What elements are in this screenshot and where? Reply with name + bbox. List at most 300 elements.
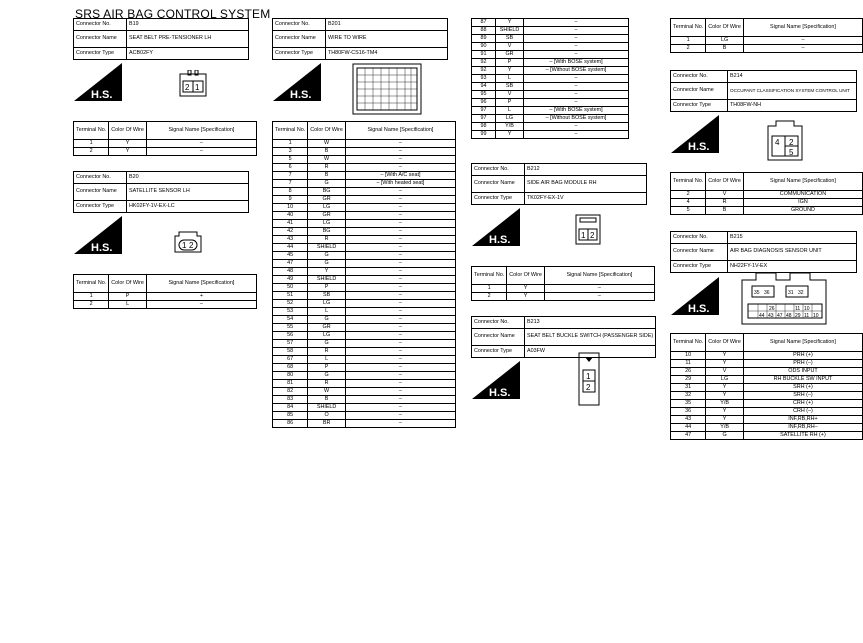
connector-b213 xyxy=(471,316,656,358)
wire-color: G xyxy=(308,252,346,260)
terminal-no: 87 xyxy=(472,19,496,27)
wire-color: Y xyxy=(706,360,744,368)
terminal-no: 84 xyxy=(273,404,308,412)
signal-name: – xyxy=(345,404,455,412)
pin-label: 5 xyxy=(789,148,794,157)
label-connector-name: Connector Name xyxy=(273,31,326,48)
signal-name: – xyxy=(345,204,455,212)
terminal-no: 10 xyxy=(273,204,308,212)
wire-color: LG xyxy=(308,220,346,228)
label-connector-no: Connector No. xyxy=(472,164,525,176)
connector-face-b215 xyxy=(740,270,828,331)
wire-color: Y xyxy=(706,416,744,424)
wire-color: B xyxy=(308,172,346,180)
hs-label: H.S. xyxy=(489,387,511,399)
signal-name: – xyxy=(345,332,455,340)
pin-label: 26 xyxy=(769,306,775,312)
table-row xyxy=(671,400,863,408)
connector-name: SEAT BELT PRE-TENSIONER LH xyxy=(127,31,249,48)
table-row xyxy=(472,115,629,123)
wire-color: GR xyxy=(308,212,346,220)
connector-type: ACB02FY xyxy=(127,48,249,60)
wire-color: SHIELD xyxy=(308,244,346,252)
signal-name: – xyxy=(345,308,455,316)
hs-triangle-icon xyxy=(73,215,123,255)
signal-name: RH BUCKLE SW INPUT xyxy=(743,376,862,384)
wire-color: LG xyxy=(706,376,744,384)
terminal-no: 5 xyxy=(273,156,308,164)
terminal-no: 55 xyxy=(273,324,308,332)
signal-name: – xyxy=(345,396,455,404)
wire-color: Y/B xyxy=(706,400,744,408)
table-row xyxy=(273,228,456,236)
connector-no: B20 xyxy=(127,172,249,184)
label-connector-name: Connector Name xyxy=(74,31,127,48)
signal-name: – xyxy=(345,348,455,356)
signal-name: – xyxy=(345,228,455,236)
connector-type: NH22FY-1V-EX xyxy=(728,261,857,273)
connector-name: SEAT BELT BUCKLE SWITCH (PASSENGER SIDE) xyxy=(525,329,656,346)
wire-color: Y xyxy=(706,384,744,392)
connector-name: SIDE AIR BAG MODULE RH xyxy=(525,176,647,193)
header-signal-name: Signal Name [Specification] xyxy=(544,267,654,285)
terminal-no: 98 xyxy=(472,123,496,131)
table-row xyxy=(273,260,456,268)
table-row xyxy=(671,424,863,432)
wire-color: R xyxy=(308,348,346,356)
signal-name: – xyxy=(524,19,629,27)
signal-name: – xyxy=(524,51,629,59)
table-row xyxy=(273,372,456,380)
signal-name: – xyxy=(345,340,455,348)
hs-triangle-icon xyxy=(73,62,123,102)
wire-color: Y xyxy=(496,131,524,139)
terminal-no: 43 xyxy=(671,416,706,424)
signal-name: – [Without BOSE system] xyxy=(524,115,629,123)
connector-b214 xyxy=(670,70,857,112)
wire-color: R xyxy=(308,380,346,388)
pin-label: 10 xyxy=(804,306,810,312)
terminal-no: 40 xyxy=(273,212,308,220)
table-row: 4 R IGN xyxy=(671,199,863,207)
pin-label: 48 xyxy=(786,313,792,319)
signal-name: – xyxy=(345,156,455,164)
header-terminal-no: Terminal No. xyxy=(671,19,706,37)
header-terminal-no: Terminal No. xyxy=(74,122,109,140)
signal-name: PRH (–) xyxy=(743,360,862,368)
table-row xyxy=(472,35,629,43)
table-row xyxy=(273,348,456,356)
table-row xyxy=(671,384,863,392)
table-row xyxy=(273,268,456,276)
label-connector-type: Connector Type xyxy=(671,261,728,273)
signal-name: – xyxy=(345,252,455,260)
table-row xyxy=(273,276,456,284)
terminal-no: 48 xyxy=(273,268,308,276)
table-row xyxy=(472,99,629,107)
connector-no: B215 xyxy=(728,232,857,244)
pin-label: 2 xyxy=(189,241,194,250)
label-connector-type: Connector Type xyxy=(273,48,326,60)
connector-type: A03FW xyxy=(525,346,656,358)
wire-color: BG xyxy=(308,228,346,236)
hs-triangle-icon xyxy=(670,276,720,316)
pin-label: 47 xyxy=(777,313,783,319)
table-row xyxy=(273,340,456,348)
wire-color: LG xyxy=(308,300,346,308)
signal-name: – xyxy=(524,83,629,91)
header-terminal-no: Terminal No. xyxy=(671,334,706,352)
table-row xyxy=(273,164,456,172)
table-row xyxy=(472,131,629,139)
terminal-no: 94 xyxy=(472,83,496,91)
wire-color: G xyxy=(706,432,744,440)
header-color-of-wire: Color Of Wire xyxy=(706,173,744,191)
connector-type: TK02FY-EX-1V xyxy=(525,193,647,205)
pin-label: 36 xyxy=(764,290,770,296)
wire-color: SB xyxy=(496,83,524,91)
table-row xyxy=(472,107,629,115)
table-row xyxy=(273,300,456,308)
terminal-no: 57 xyxy=(273,340,308,348)
wire-color: Y xyxy=(308,268,346,276)
label-connector-no: Connector No. xyxy=(671,232,728,244)
table-row xyxy=(273,172,456,180)
terminal-no: 47 xyxy=(671,432,706,440)
wire-color: R xyxy=(308,236,346,244)
wire-color: P xyxy=(308,284,346,292)
terminal-no: 83 xyxy=(273,396,308,404)
terminal-no: 6 xyxy=(273,164,308,172)
pin-label: 10 xyxy=(813,313,819,319)
terminal-no: 99 xyxy=(472,131,496,139)
table-row: 2 Y – xyxy=(74,148,257,156)
hs-label: H.S. xyxy=(290,89,312,101)
terminal-no: 92 xyxy=(472,59,496,67)
terminal-no: 3 xyxy=(273,148,308,156)
header-signal-name: Signal Name [Specification] xyxy=(743,19,862,37)
terminal-no: 9 xyxy=(273,196,308,204)
terminal-no: 52 xyxy=(273,300,308,308)
pin-label: 43 xyxy=(768,313,774,319)
table-row: 1 Y – xyxy=(472,285,655,293)
connector-no: B201 xyxy=(326,19,448,31)
table-row xyxy=(472,91,629,99)
table-row xyxy=(273,204,456,212)
table-row xyxy=(472,83,629,91)
table-row xyxy=(273,420,456,428)
header-terminal-no: Terminal No. xyxy=(472,267,507,285)
wire-color: SHIELD xyxy=(308,276,346,284)
table-row xyxy=(472,43,629,51)
table-row xyxy=(273,364,456,372)
label-connector-name: Connector Name xyxy=(472,329,525,346)
header-terminal-no: Terminal No. xyxy=(74,275,109,293)
table-row xyxy=(273,140,456,148)
table-row xyxy=(671,392,863,400)
wire-color: Y xyxy=(496,67,524,75)
table-row: 2 B – xyxy=(671,45,863,53)
header-signal-name: Signal Name [Specification] xyxy=(146,122,256,140)
wire-color: L xyxy=(496,107,524,115)
pin-label: 32 xyxy=(798,290,804,296)
signal-name: – xyxy=(345,260,455,268)
terminal-no: 31 xyxy=(671,384,706,392)
terminal-no: 51 xyxy=(273,292,308,300)
label-connector-type: Connector Type xyxy=(671,100,728,112)
wire-color: Y/B xyxy=(496,123,524,131)
signal-name: – xyxy=(524,43,629,51)
pin-label: 4 xyxy=(775,138,780,147)
signal-table-b214 xyxy=(670,172,863,215)
terminal-no: 97 xyxy=(472,115,496,123)
wire-color: SB xyxy=(308,292,346,300)
signal-name: SATELLITE RH (+) xyxy=(743,432,862,440)
connector-type: TH08FW-NH xyxy=(728,100,857,112)
terminal-no: 43 xyxy=(273,236,308,244)
signal-name: CRH (–) xyxy=(743,408,862,416)
header-signal-name: Signal Name [Specification] xyxy=(345,122,455,140)
label-connector-type: Connector Type xyxy=(472,346,525,358)
wire-color: SHIELD xyxy=(308,404,346,412)
connector-b201 xyxy=(272,18,448,60)
pin-label: 31 xyxy=(788,290,794,296)
header-signal-name: Signal Name [Specification] xyxy=(146,275,256,293)
signal-name: – xyxy=(345,164,455,172)
signal-table-b201 xyxy=(272,121,456,428)
table-row xyxy=(273,316,456,324)
signal-name: – xyxy=(345,364,455,372)
wire-color: G xyxy=(308,316,346,324)
signal-table-b19 xyxy=(73,121,257,156)
wire-color: GR xyxy=(308,196,346,204)
table-row xyxy=(671,376,863,384)
connector-no: B212 xyxy=(525,164,647,176)
label-connector-type: Connector Type xyxy=(472,193,525,205)
wire-color: P xyxy=(308,364,346,372)
wire-color: V xyxy=(496,43,524,51)
connector-name: AIR BAG DIAGNOSIS SENSOR UNIT xyxy=(728,244,857,261)
wire-color: Y xyxy=(706,392,744,400)
header-color-of-wire: Color Of Wire xyxy=(308,122,346,140)
wire-color: GR xyxy=(308,324,346,332)
table-row xyxy=(273,196,456,204)
terminal-no: 58 xyxy=(273,348,308,356)
signal-name: – xyxy=(345,196,455,204)
header-color-of-wire: Color Of Wire xyxy=(109,275,147,293)
signal-name: – xyxy=(345,220,455,228)
pin-label: 1 xyxy=(586,372,591,381)
signal-name: INF,RB,RH+ xyxy=(743,416,862,424)
terminal-no: 49 xyxy=(273,276,308,284)
wire-color: Y/B xyxy=(706,424,744,432)
signal-name: – xyxy=(345,324,455,332)
table-row xyxy=(671,408,863,416)
table-row xyxy=(273,396,456,404)
terminal-no: 81 xyxy=(273,380,308,388)
terminal-no: 93 xyxy=(472,75,496,83)
signal-table-b201-continued xyxy=(471,18,629,139)
signal-name: – xyxy=(345,276,455,284)
wire-color: BG xyxy=(308,188,346,196)
signal-name: – xyxy=(524,99,629,107)
signal-name: – [With heated seat] xyxy=(345,180,455,188)
wire-color: V xyxy=(496,91,524,99)
pin-label: 11 xyxy=(795,306,801,312)
table-row xyxy=(671,352,863,360)
signal-name: SRH (+) xyxy=(743,384,862,392)
hs-triangle-icon xyxy=(471,207,521,247)
hs-triangle-icon xyxy=(670,114,720,154)
wire-color: G xyxy=(308,180,346,188)
signal-name: CRH (+) xyxy=(743,400,862,408)
signal-name: – xyxy=(345,236,455,244)
table-row xyxy=(273,324,456,332)
connector-info-table xyxy=(73,18,249,60)
connector-b212 xyxy=(471,163,647,205)
signal-name: – [Without BOSE system] xyxy=(524,67,629,75)
table-row: 5 B GROUND xyxy=(671,207,863,215)
connector-type: HK02FY-1V-EX-LC xyxy=(127,201,249,213)
terminal-no: 44 xyxy=(671,424,706,432)
signal-name: – xyxy=(524,35,629,43)
pin-label: 29 xyxy=(795,313,801,319)
wire-color: W xyxy=(308,388,346,396)
terminal-no: 89 xyxy=(472,35,496,43)
connector-face-b214 xyxy=(762,118,808,167)
table-row xyxy=(472,123,629,131)
hs-label: H.S. xyxy=(91,242,113,254)
table-row xyxy=(472,19,629,27)
connector-face-b20 xyxy=(171,228,205,261)
terminal-no: 53 xyxy=(273,308,308,316)
terminal-no: 85 xyxy=(273,412,308,420)
table-row xyxy=(273,404,456,412)
table-row xyxy=(273,380,456,388)
wire-color: BR xyxy=(308,420,346,428)
terminal-no: 32 xyxy=(671,392,706,400)
table-row xyxy=(273,412,456,420)
signal-name: – xyxy=(345,388,455,396)
table-row xyxy=(273,156,456,164)
terminal-no: 96 xyxy=(472,99,496,107)
hs-triangle-icon xyxy=(471,360,521,400)
wire-color: Y xyxy=(706,352,744,360)
terminal-no: 54 xyxy=(273,316,308,324)
wire-color: SHIELD xyxy=(496,27,524,35)
hs-triangle-icon xyxy=(272,62,322,102)
wire-color: W xyxy=(308,156,346,164)
signal-name: PRH (+) xyxy=(743,352,862,360)
terminal-no: 36 xyxy=(671,408,706,416)
table-row xyxy=(671,432,863,440)
terminal-no: 67 xyxy=(273,356,308,364)
wire-color: O xyxy=(308,412,346,420)
terminal-no: 97 xyxy=(472,107,496,115)
pin-label: 2 xyxy=(590,231,595,240)
wire-color: L xyxy=(308,356,346,364)
label-connector-no: Connector No. xyxy=(273,19,326,31)
terminal-no: 86 xyxy=(273,420,308,428)
table-row: 2 V COMMUNICATION xyxy=(671,191,863,199)
wire-color: SB xyxy=(496,35,524,43)
signal-name: – xyxy=(345,188,455,196)
header-color-of-wire: Color Of Wire xyxy=(109,122,147,140)
table-row xyxy=(273,236,456,244)
signal-table-b215 xyxy=(670,333,863,440)
connector-no: B213 xyxy=(525,317,656,329)
wire-color: L xyxy=(308,308,346,316)
pin-label: 44 xyxy=(759,313,765,319)
signal-name: – xyxy=(345,140,455,148)
connector-b19 xyxy=(73,18,249,60)
pin-label: 35 xyxy=(754,290,760,296)
terminal-no: 10 xyxy=(671,352,706,360)
table-row: 1 P + xyxy=(74,293,257,301)
table-row: 2 Y – xyxy=(472,293,655,301)
terminal-no: 42 xyxy=(273,228,308,236)
table-row xyxy=(273,388,456,396)
table-row xyxy=(273,252,456,260)
signal-name: – xyxy=(524,91,629,99)
wire-color: G xyxy=(308,260,346,268)
signal-name: – [With BOSE system] xyxy=(524,107,629,115)
signal-name: – xyxy=(524,27,629,35)
table-row xyxy=(273,212,456,220)
wire-color: V xyxy=(706,368,744,376)
table-row xyxy=(472,27,629,35)
signal-name: – xyxy=(345,316,455,324)
pin-label: 2 xyxy=(185,83,190,92)
terminal-no: 41 xyxy=(273,220,308,228)
table-row xyxy=(273,308,456,316)
signal-table-b212 xyxy=(471,266,655,301)
terminal-no: 7 xyxy=(273,180,308,188)
label-connector-no: Connector No. xyxy=(74,19,127,31)
signal-name: – xyxy=(524,131,629,139)
label-connector-type: Connector Type xyxy=(74,48,127,60)
terminal-no: 50 xyxy=(273,284,308,292)
terminal-no: 47 xyxy=(273,260,308,268)
terminal-no: 68 xyxy=(273,364,308,372)
hs-label: H.S. xyxy=(91,89,113,101)
table-row: 1 Y – xyxy=(74,140,257,148)
table-row xyxy=(273,356,456,364)
pin-label: 1 xyxy=(182,241,187,250)
header-color-of-wire: Color Of Wire xyxy=(507,267,545,285)
signal-name: – xyxy=(345,268,455,276)
wire-color: LG xyxy=(308,332,346,340)
terminal-no: 1 xyxy=(273,140,308,148)
terminal-no: 44 xyxy=(273,244,308,252)
table-row xyxy=(273,148,456,156)
table-row: 1 LG – xyxy=(671,37,863,45)
terminal-no: 92 xyxy=(472,67,496,75)
table-row xyxy=(273,188,456,196)
table-row xyxy=(273,180,456,188)
table-row xyxy=(472,59,629,67)
pin-label: 2 xyxy=(789,138,794,147)
signal-name: – xyxy=(345,372,455,380)
wire-color: P xyxy=(496,99,524,107)
signal-name: – xyxy=(524,75,629,83)
signal-name: ODS INPUT xyxy=(743,368,862,376)
connector-face-b19 xyxy=(176,70,210,105)
wire-color: LG xyxy=(496,115,524,123)
page-title: SRS AIR BAG CONTROL SYSTEM xyxy=(75,7,271,21)
label-connector-name: Connector Name xyxy=(74,184,127,201)
table-row xyxy=(671,360,863,368)
